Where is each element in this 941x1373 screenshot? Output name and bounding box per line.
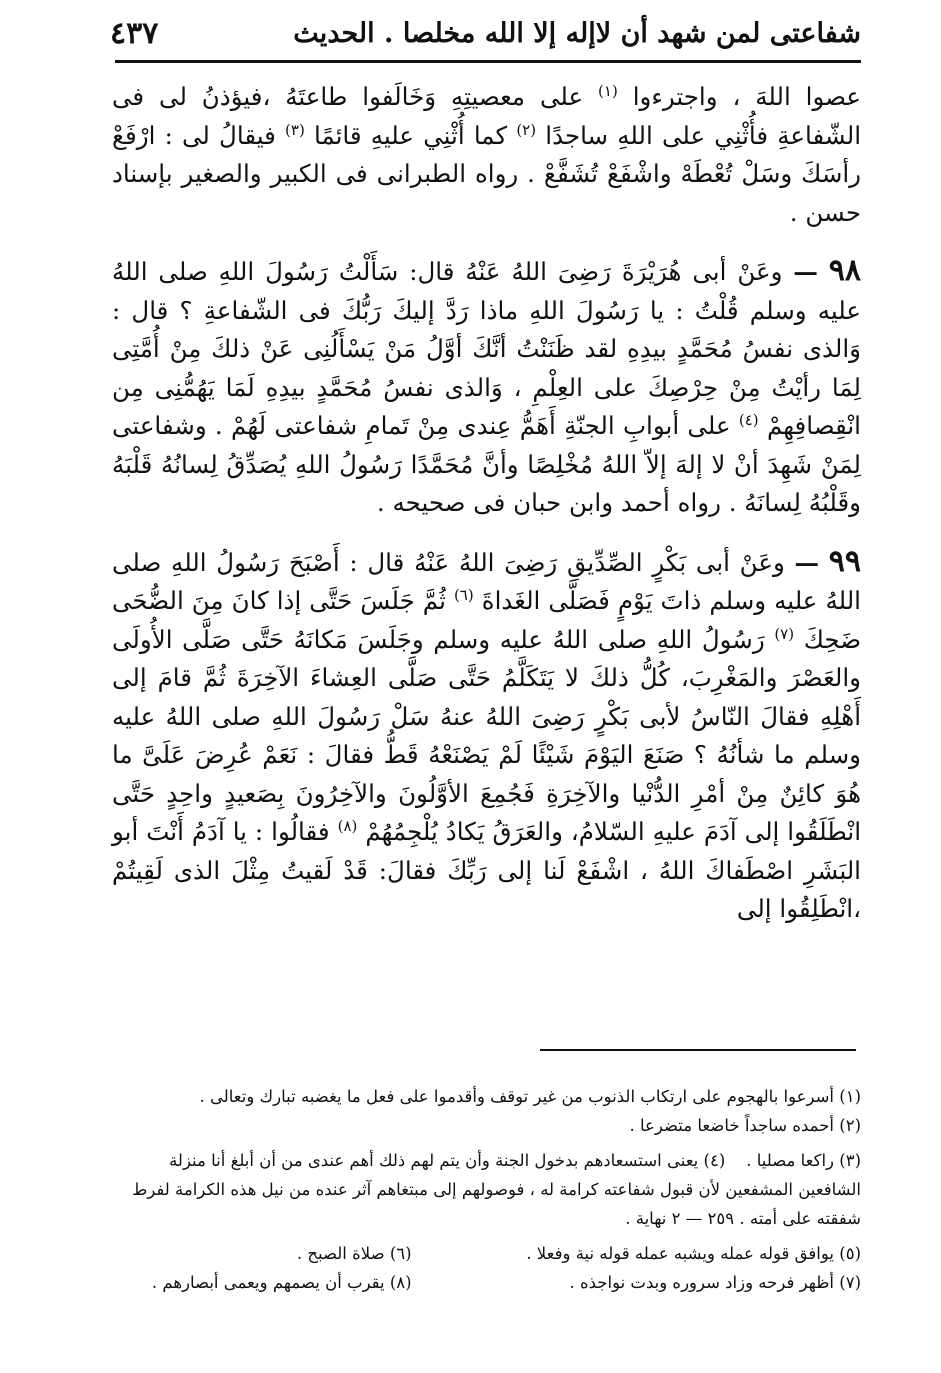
hadith-99-text-3: رَسُولُ اللهِ صلى اللهُ عليه وسلم وجَلَسَ مَكانَهُ حَتَّى صَلَّى الأُولَى والعَصْرَ والمَغْرِبَ، كُلُّ ذلكَ لا يَتَكَلَّمُ حَتَّى صَلَّى العِشاءَ الآخِرَةَ ثُمَّ قامَ إلى أَهْلِهِ فقالَ النّاسُ لأبى بَكْرٍ رَضِىَ اللهُ عنهُ سَلْ رَسُولَ اللهِ صلى اللهُ عليه وسلم ما شأنُهُ ؟ صَنَعَ اليَوْمَ شَيْئًا لَمْ يَصْنَعْهُ قَطُّ فقالَ : نَعَمْ عُرِضَ عَلَىَّ ما هُوَ كائِنٌ مِنْ أمْرِ الدُّنْيا والآخِرَةِ فَجُمِعَ الأوَّلُونَ والآخِرُونَ بِصَعيدٍ واحِدٍ حَتَّى انْطَلَقُوا إلى آدَمَ عليهِ السّلامُ، والعَرَقُ يَكادُ يُلْجِمُهُمْ bbox=[112, 624, 861, 846]
footnote-2: (٢) أحمده ساجداً خاضعا متضرعا . bbox=[629, 1116, 861, 1135]
hadith-99 bbox=[112, 543, 861, 929]
hadith-98-text-2: على أبوابِ الجنّةِ أَهَمُّ عِندى مِنْ تَمامِ شفاعتى لَهُمْ . وشفاعتى لِمَنْ شَهِدَ أنْ لا إلهَ إلاّ اللهُ مُخْلِصًا وأنَّ مُحَمَّدًا رَسُولُ اللهِ يُصَدِّقُ لِسانُهُ قَلْبَهُ وقَلْبُهُ لِسانَهُ . رواه أحمد وابن حبان فى صحيحه . bbox=[112, 411, 861, 517]
footnote-row-5-6 bbox=[112, 1239, 861, 1268]
hadith-number-98: ٩٨ bbox=[828, 253, 861, 288]
footnote-5: (٥) يوافق قوله عمله ويشبه عمله قوله نية وفعلا . bbox=[526, 1244, 861, 1263]
footnote-6: (٦) صلاة الصبح . bbox=[296, 1244, 412, 1263]
footnotes bbox=[112, 1082, 861, 1297]
footnote-ref-2: (٢) bbox=[516, 120, 537, 139]
footnote-row-7-8 bbox=[112, 1268, 861, 1297]
running-header bbox=[110, 12, 861, 54]
hadith-dash: — bbox=[794, 547, 820, 577]
intro-text-3: كما أُثْنِي عليهِ قائمًا bbox=[313, 120, 508, 150]
footnote-3-4 bbox=[112, 1146, 861, 1233]
hadith-98-text: وعَنْ أبى هُرَيْرَةَ رَضِىَ اللهُ عَنْهُ قال: سَأَلْتُ رَسُولَ اللهِ صلى اللهُ عليه وسلم قُلْتُ : يا رَسُولَ اللهِ ماذا رَدَّ إليكَ رَبُّكَ فى الشّفاعةِ ؟ قال : وَالذى نفسُ مُحَمَّدٍ بيدِهِ لقد ظَنَنْتُ أنَّكَ أوَّلُ مَنْ يَسْأَلُنِى عَنْ ذلكَ مِنْ أُمَّتِى لِمَا رأيْتُ مِنْ حِرْصِكَ على العِلْمِ ، وَالذى نفسُ مُحَمَّدٍ بيدِهِ لَمَا يَهُمُّنِى مِن انْقِصافِهِمْ bbox=[112, 257, 861, 440]
footnote-ref-7: (٧) bbox=[774, 624, 795, 643]
footnote-8: (٨) يقرب أن يصمهم ويعمى أبصارهم . bbox=[151, 1273, 412, 1292]
page-number: ٤٣٧ bbox=[110, 15, 159, 51]
intro-text-4: فيقالُ لى : ارْفَعْ رأسَكَ وسَلْ تُعْطَهْ واشْفَعْ تُشَفَّعْ . رواه الطبرانى فى الكبير والصغير بإسناد حسن . bbox=[112, 120, 861, 227]
header-rule bbox=[115, 60, 861, 63]
hadith-98 bbox=[112, 252, 861, 523]
footnote-1: (١) أسرعوا بالهجوم على ارتكاب الذنوب من غير توقف وأقدموا على فعل ما يغضبه تبارك وتعالى . bbox=[199, 1087, 861, 1106]
footnote-ref-6: (٦) bbox=[453, 585, 474, 604]
hadith-number-99: ٩٩ bbox=[828, 543, 861, 579]
footnote-7: (٧) أظهر فرحه وزاد سروره وبدت نواجذه . bbox=[569, 1273, 861, 1292]
running-title: شفاعتى لمن شهد أن لاإله إلا الله مخلصا . الحديث bbox=[293, 17, 861, 49]
paragraph-intro bbox=[112, 78, 861, 232]
hadith-99-text: وعَنْ أبى بَكْرٍ الصِّدِّيقِ رَضِىَ اللهُ عَنْهُ قال : أَصْبَحَ رَسُولُ اللهِ صلى اللهُ عليه وسلم ذاتَ يَوْمٍ فَصَلَّى الغَداةَ bbox=[112, 547, 861, 615]
footnote-4: (٤) يعنى استسعادهم بدخول الجنة وأن يتم لهم ذلك أهم عندى من أن أبلغ أنا منزلة الشافعين المشفعين لأن قبول شفاعته كرامة له ، فوصولهم إلى مبتغاهم آثر عنده من نيل هذه الكرامة لفرط شفقته على أمته . ٢٥٩ — ٢ نهاية . bbox=[132, 1151, 861, 1228]
footnote-ref-8: (٨) bbox=[337, 816, 358, 835]
footnote-ref-1: (١) bbox=[598, 81, 618, 100]
footnote-separator bbox=[540, 1049, 856, 1051]
hadith-dash: — bbox=[793, 257, 818, 286]
hadith-99-text-4: فقالُوا : يا آدَمُ أَنْتَ أبو البَشَرِ اصْطَفاكَ اللهُ ، اشْفَعْ لَنا إلى رَبِّكَ فقالَ: قَدْ لَقيتُ مِثْلَ الذى لَقِيتُمْ ،انْطَلِقُوا إلى bbox=[112, 817, 861, 923]
main-text bbox=[112, 78, 861, 929]
footnote-ref-4: (٤) bbox=[738, 410, 759, 429]
intro-text: عصوا اللهَ ، واجترءوا bbox=[632, 82, 861, 111]
footnote-3: (٣) راكعا مصليا . bbox=[746, 1151, 861, 1170]
footnote-ref-3: (٣) bbox=[285, 120, 305, 139]
intro-text-2: على معصيتِهِ وَخَالَفوا طاعتَهُ ،فيؤذنُ لى فى الشّفاعةِ فأُثْنِي على اللهِ ساجدًا bbox=[112, 82, 861, 150]
hadith-99-text-2: ثُمَّ جَلَسَ حَتَّى إذا كانَ مِنَ الضُّحَى ضَحِكَ bbox=[112, 586, 862, 654]
